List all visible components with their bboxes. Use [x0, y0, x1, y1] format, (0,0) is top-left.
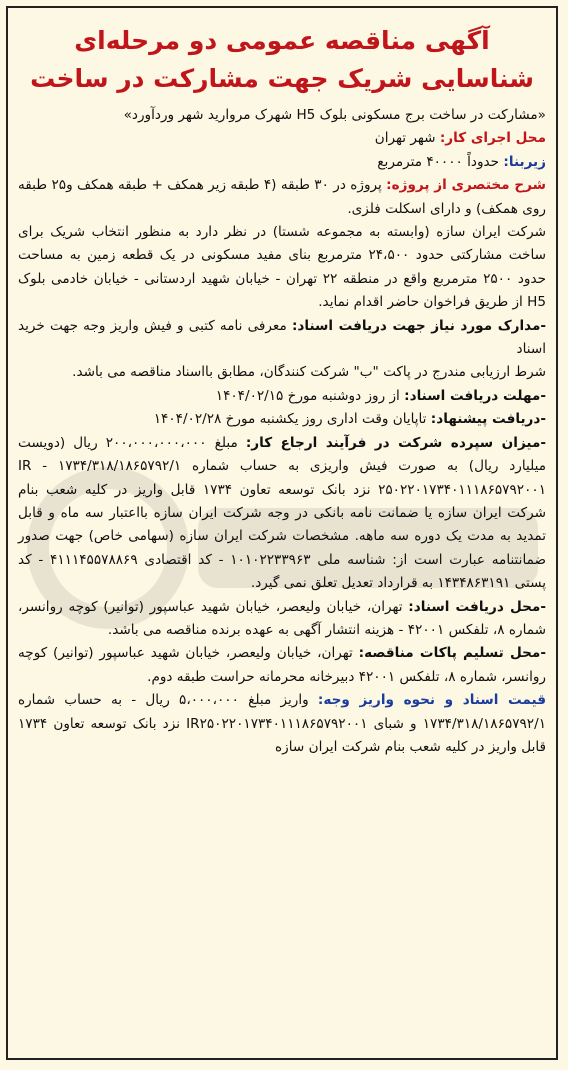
delivery-place-row — [18, 642, 546, 689]
title-line-2: شناسایی شریک جهت مشارکت در ساخت — [30, 64, 534, 93]
deposit-row — [18, 432, 546, 596]
documents-value: معرفی نامه کتبی و فیش واریز وجه جهت خرید اسناد — [18, 317, 546, 358]
deadline-offer-row — [18, 408, 546, 431]
advertisement-frame — [6, 6, 558, 1060]
price-label: قیمت اسناد و نحوه واریز وجه: — [317, 692, 546, 709]
doc-place-row — [18, 596, 546, 643]
deadline-offer-label: -دریافت پیشنهاد: — [430, 411, 546, 428]
summary-row — [18, 174, 546, 221]
documents-label: -مدارک مورد نیاز جهت دریافت اسناد: — [291, 317, 547, 334]
deposit-label: -میزان سپرده شرکت در فرآیند ارجاع کار: — [245, 434, 547, 451]
location-value: شهر تهران — [374, 130, 440, 147]
price-value: واریز مبلغ ۵،۰۰۰،۰۰۰ ریال - به حساب شماره ۱۷۳۴/۳۱۸/۱۸۶۵۷۹۲/۱ و شبای IR۲۵۰۲۲۰۱۷۳۴۰۱۱۱۸۶۵۷۹۲۰۰۱ نزد بانک توسعه تعاون ۱۷۳۴ قابل واریز در کلیه شعب بنام شرکت ایران سازه — [18, 692, 546, 755]
announcement-body — [8, 98, 556, 759]
title-line-1: آگهی مناقصه عمومی دو مرحله‌ای — [74, 26, 490, 55]
summary-label: شرح مختصری از پروژه: — [386, 177, 546, 194]
area-label: زیربنا: — [503, 153, 546, 170]
deadline-offer-value: تاپایان وقت اداری روز یکشنبه مورخ ۱۴۰۴/۰۲/۲۸ — [153, 411, 431, 428]
location-label: محل اجرای کار: — [439, 130, 546, 147]
summary-value: پروژه در ۳۰ طبقه (۴ طبقه زیر همکف + طبقه همکف و۲۵ طبقه روی همکف) و دارای اسکلت فلزی. — [18, 177, 546, 217]
area-row — [18, 151, 546, 174]
deadline-receive-row — [18, 385, 546, 408]
doc-place-value: تهران، خیابان ولیعصر، خیابان شهید عباسپور (توانیر) کوچه روانسر، شماره ۸، تلفکس ۴۲۰۰۱ - هزینه انتشار آگهی به عهده برنده مناقصه می باشد. — [18, 598, 546, 638]
doc-place-label: -محل دریافت اسناد: — [408, 598, 546, 615]
deadline-receive-value: از روز دوشنبه مورخ ۱۴۰۴/۰۲/۱۵ — [215, 387, 405, 404]
deposit-value: مبلغ ۲۰۰،۰۰۰،۰۰۰،۰۰۰ ریال (دویست میلیارد ریال) به صورت فیش واریزی به حساب شماره ۱۷۳۴/۳۱۸/۱۸۶۵۷۹۲/۱ - IR ۲۵۰۲۲۰۱۷۳۴۰۱۱۱۸۶۵۷۹۲۰۰۱ نزد بانک توسعه تعاون ۱۷۳۴ قابل واریز در کلیه شعب بنام شرکت ایران سازه یا ضمانت نامه بانکی در وجه شرکت ایران سازه بااعتبار سه ماه و قابل تمدید به مدت یک دوره سه ماهه. مشخصات شرکت ایران سازه (سهامی خاص) جهت صدور ضمانتنامه عبارت است از: شناسه ملی ۱۰۱۰۲۲۳۳۹۶۳ - کد اقتصادی ۴۱۱۱۴۵۵۷۸۸۶۹ - کد پستی ۱۴۳۴۸۶۳۱۹۱ به قرارداد تعدیل تعلق نمی گیرد. — [18, 434, 546, 592]
delivery-place-value: تهران، خیابان ولیعصر، خیابان شهید عباسپور (توانیر) کوچه روانسر، شماره ۸، تلفکس ۴۲۰۰۱ دبیرخانه محرمانه حراست طبقه دوم. — [18, 645, 546, 685]
announcement-title — [8, 22, 556, 98]
description-text: شرکت ایران سازه (وابسته به مجموعه شستا) در نظر دارد به منظور انتخاب شریک برای ساخت مشارکتی حدود ۲۴،۵۰۰ مترمربع بنای مفید مسکونی در یک قطعه زمین به مساحت حدود ۲۵۰۰ مترمربع واقع در منطقه ۲۲ تهران - خیابان شهید اردستانی - خیابان خادمی بلوک H5 از طریق فراخوان حاضر اقدام نماید. — [18, 224, 546, 311]
price-row — [18, 689, 546, 759]
documents-row — [18, 315, 546, 362]
condition-text: شرط ارزیابی مندرج در پاکت "ب" شرکت کنندگان، مطابق بااسناد مناقصه می باشد. — [72, 364, 546, 381]
location-row — [18, 127, 546, 150]
area-value: حدوداً ۴۰۰۰۰ مترمربع — [377, 153, 504, 170]
intro-text: «مشارکت در ساخت برج مسکونی بلوک H5 شهرک مروارید شهر وردآورد» — [123, 107, 546, 123]
deadline-receive-label: -مهلت دریافت اسناد: — [404, 387, 546, 404]
delivery-place-label: -محل تسلیم پاکات مناقصه: — [358, 645, 546, 662]
